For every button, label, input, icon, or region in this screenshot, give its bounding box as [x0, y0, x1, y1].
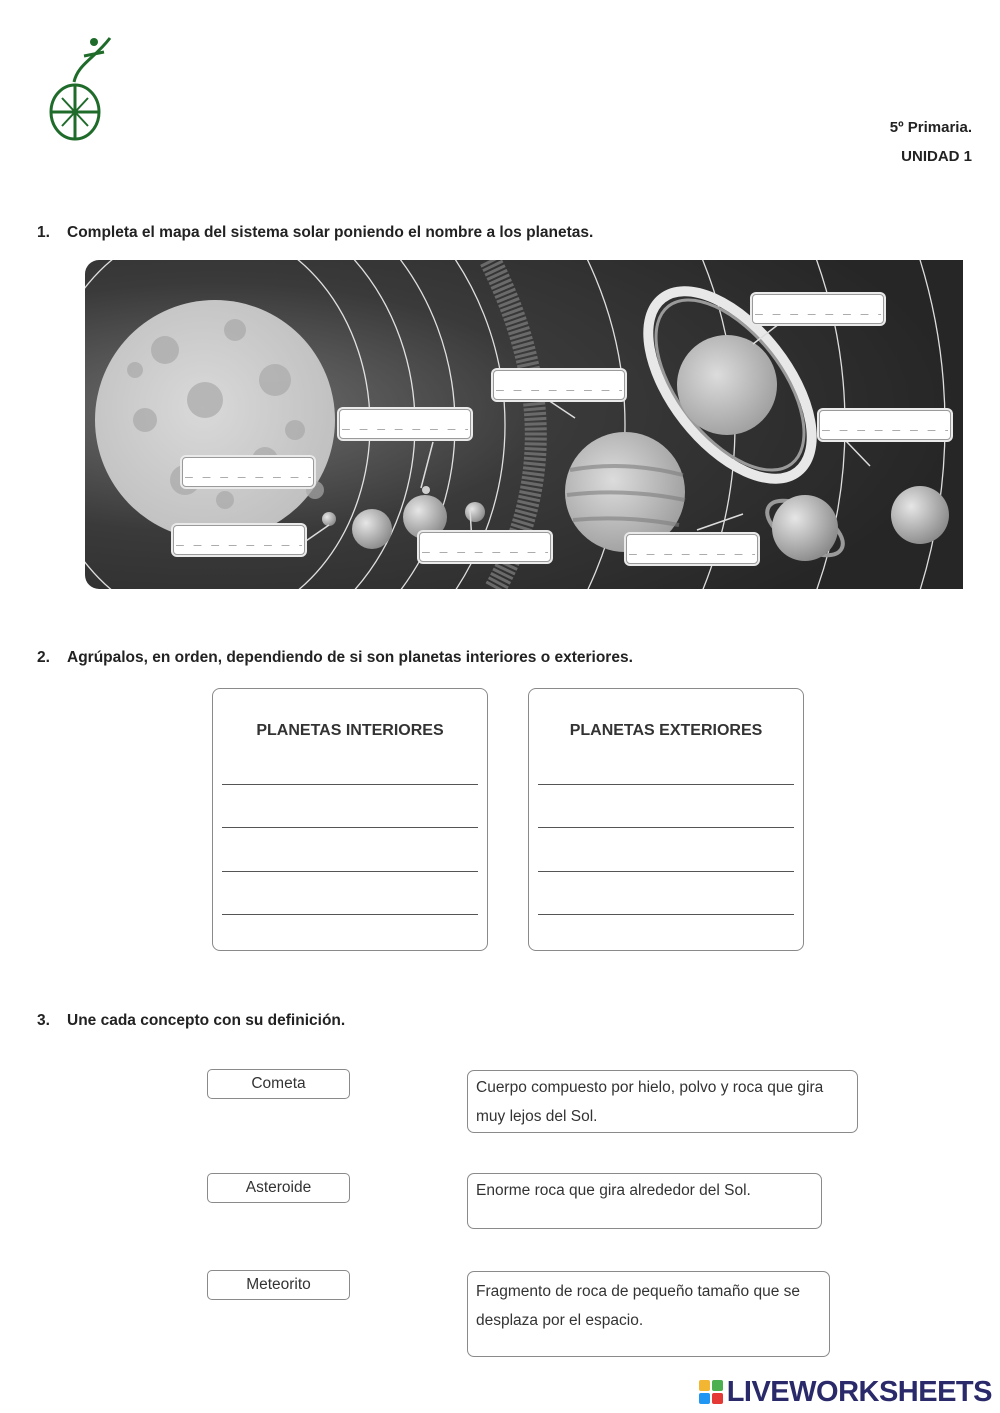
- planet-label-input[interactable]: [340, 410, 470, 438]
- question-2: [37, 649, 633, 667]
- interior-planets-title: PLANETAS INTERIORES: [256, 722, 444, 739]
- answer-line[interactable]: [538, 827, 794, 828]
- grade-label: 5º Primaria.: [889, 119, 972, 136]
- question-number: 1.: [37, 224, 50, 241]
- question-number: 3.: [37, 1012, 50, 1029]
- concept-asteroide[interactable]: Asteroide: [207, 1173, 350, 1203]
- answer-line[interactable]: [538, 914, 794, 915]
- liveworksheets-brand: [699, 1375, 992, 1409]
- liveworksheets-logo-icon: [699, 1380, 723, 1404]
- planet-label-input[interactable]: [494, 371, 624, 399]
- answer-line[interactable]: [538, 784, 794, 785]
- definition-1[interactable]: Cuerpo compuesto por hielo, polvo y roca que gira muy lejos del Sol.: [467, 1070, 858, 1133]
- planet-label-input[interactable]: [174, 526, 304, 554]
- answer-line[interactable]: [222, 914, 478, 915]
- exterior-planets-box: [528, 688, 804, 951]
- answer-input[interactable]: [222, 794, 482, 826]
- solar-system-map: [85, 260, 963, 589]
- moon: [422, 486, 430, 494]
- planet-label-box[interactable]: [752, 294, 884, 324]
- planet-label-input[interactable]: [820, 411, 950, 439]
- answer-input[interactable]: [538, 838, 798, 870]
- unit-label: UNIDAD 1: [901, 148, 972, 165]
- answer-line[interactable]: [222, 871, 478, 872]
- planet-label-box[interactable]: [182, 457, 314, 487]
- definition-2[interactable]: Enorme roca que gira alrededor del Sol.: [467, 1173, 822, 1229]
- answer-line[interactable]: [222, 784, 478, 785]
- concept-cometa[interactable]: Cometa: [207, 1069, 350, 1099]
- brand-text: LIVEWORKSHEETS: [726, 1375, 992, 1408]
- question-number: 2.: [37, 649, 50, 666]
- exterior-planets-title: PLANETAS EXTERIORES: [569, 722, 763, 739]
- question-text: Une cada concepto con su definición.: [67, 1012, 346, 1029]
- question-3: [37, 1012, 345, 1030]
- school-logo: [44, 34, 120, 146]
- sun: [95, 300, 335, 540]
- interior-planets-box: [212, 688, 488, 951]
- planet-label-input[interactable]: [753, 295, 883, 323]
- planet-label-box[interactable]: [493, 370, 625, 400]
- answer-input[interactable]: [538, 881, 798, 913]
- planet-label-input[interactable]: [627, 535, 757, 563]
- planet-label-input[interactable]: [420, 533, 550, 561]
- question-text: Agrúpalos, en orden, dependiendo de si son planetas interiores o exteriores.: [67, 649, 633, 666]
- answer-input[interactable]: [222, 751, 482, 783]
- answer-input[interactable]: [222, 838, 482, 870]
- mars: [465, 502, 485, 522]
- planet-label-box[interactable]: [626, 534, 758, 564]
- planet-label-box[interactable]: [419, 532, 551, 562]
- question-text: Completa el mapa del sistema solar poniendo el nombre a los planetas.: [67, 224, 594, 241]
- definition-3[interactable]: Fragmento de roca de pequeño tamaño que se desplaza por el espacio.: [467, 1271, 830, 1357]
- planet-label-box[interactable]: [173, 525, 305, 555]
- answer-input[interactable]: [538, 751, 798, 783]
- venus: [352, 509, 392, 549]
- planet-label-box[interactable]: [339, 409, 471, 439]
- grade-info: [890, 113, 972, 171]
- answer-line[interactable]: [222, 827, 478, 828]
- neptune: [891, 486, 949, 544]
- answer-input[interactable]: [538, 794, 798, 826]
- answer-input[interactable]: [222, 881, 482, 913]
- answer-line[interactable]: [538, 871, 794, 872]
- planet-label-input[interactable]: [183, 458, 313, 486]
- planet-label-box[interactable]: [819, 410, 951, 440]
- mercury: [322, 512, 336, 526]
- question-1: [37, 224, 593, 242]
- concept-meteorito[interactable]: Meteorito: [207, 1270, 350, 1300]
